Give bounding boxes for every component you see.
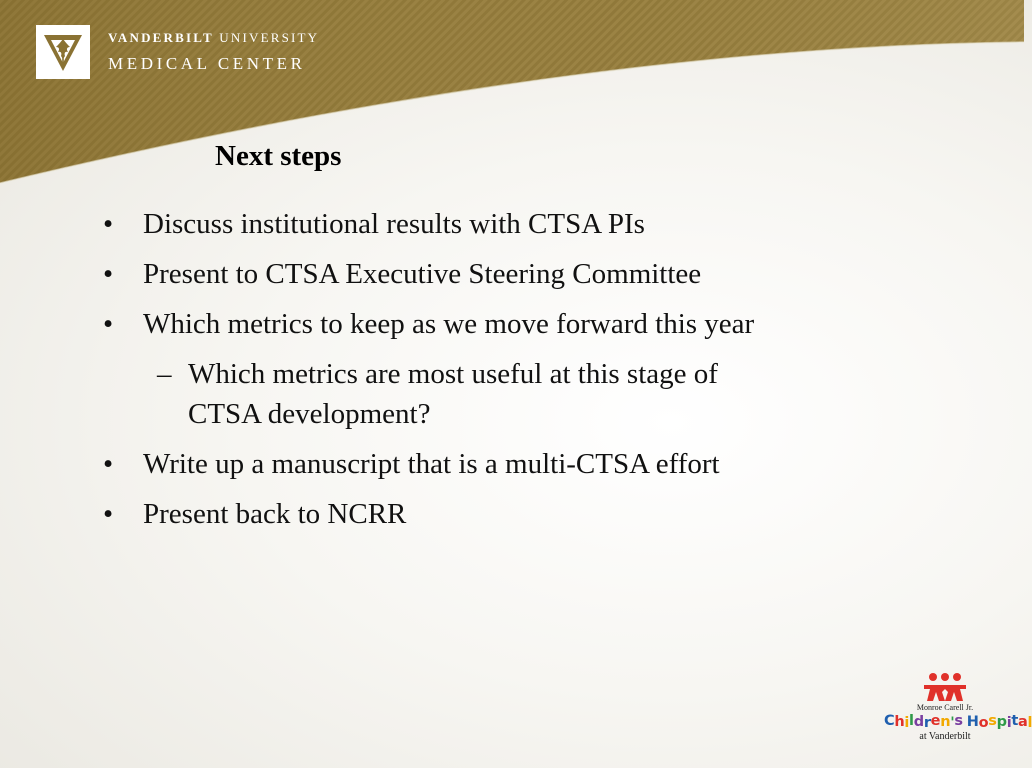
sub-bullet-marker: – [157, 358, 172, 390]
wordmark-letter: h [894, 714, 905, 730]
childrens-hospital-line3: at Vanderbilt [919, 731, 971, 742]
wordmark-letter: s [954, 713, 963, 729]
childrens-hospital-logo [884, 672, 1032, 752]
bullet-item [100, 204, 840, 244]
wordmark-letter: r [923, 715, 931, 731]
wordmark-letter: l [1027, 715, 1032, 731]
wordmark-letter: C [884, 713, 895, 729]
wordmark-letter: s [988, 713, 997, 729]
childrens-hospital-line1: Monroe Carell Jr. [916, 703, 974, 712]
wordmark-letter: i [904, 715, 910, 731]
vanderbilt-logo [36, 25, 90, 79]
wordmark-letter: o [978, 715, 989, 731]
bullet-marker: • [103, 448, 114, 480]
wordmark-letter: p [996, 714, 1007, 730]
wordmark-letter: i [1006, 715, 1012, 731]
brand-wordmark [108, 30, 319, 74]
bullet-text: Write up a manuscript that is a multi-CTSA effort [143, 448, 720, 480]
wordmark-letter: a [1018, 714, 1028, 730]
bullet-text: Which metrics to keep as we move forward this year [143, 308, 755, 340]
wordmark-letter: n [940, 714, 951, 730]
wordmark-letter: d [913, 714, 924, 730]
bullet-item [100, 494, 840, 534]
bullet-list [100, 204, 840, 544]
bullet-text: Discuss institutional results with CTSA PIs [143, 208, 645, 240]
slide-title: Next steps [215, 140, 342, 172]
childrens-hospital-name [884, 713, 1032, 731]
brand-university: VANDERBILT UNIVERSITY [108, 30, 320, 45]
bullet-marker: • [103, 208, 114, 240]
vanderbilt-oak-leaf-icon [36, 25, 90, 79]
wordmark-letter: t [1011, 713, 1018, 729]
children-figures-icon [923, 672, 967, 702]
wordmark-letter: e [930, 713, 941, 729]
sub-bullet-text: Which metrics are most useful at this stage of CTSA development? [188, 358, 718, 430]
bullet-item [100, 254, 840, 294]
bullet-item [100, 304, 840, 344]
sub-bullet-item [100, 354, 840, 434]
bullet-text: Present to CTSA Executive Steering Committee [143, 258, 702, 290]
wordmark-letter: ' [950, 715, 955, 731]
wordmark-letter: l [909, 713, 914, 729]
wordmark-letter: H [966, 714, 979, 730]
bullet-marker: • [103, 308, 114, 340]
bullet-marker: • [103, 258, 114, 290]
bullet-text: Present back to NCRR [143, 498, 407, 530]
brand-medical-center: MEDICAL CENTER [108, 54, 306, 73]
bullet-item [100, 444, 840, 484]
bullet-marker: • [103, 498, 114, 530]
